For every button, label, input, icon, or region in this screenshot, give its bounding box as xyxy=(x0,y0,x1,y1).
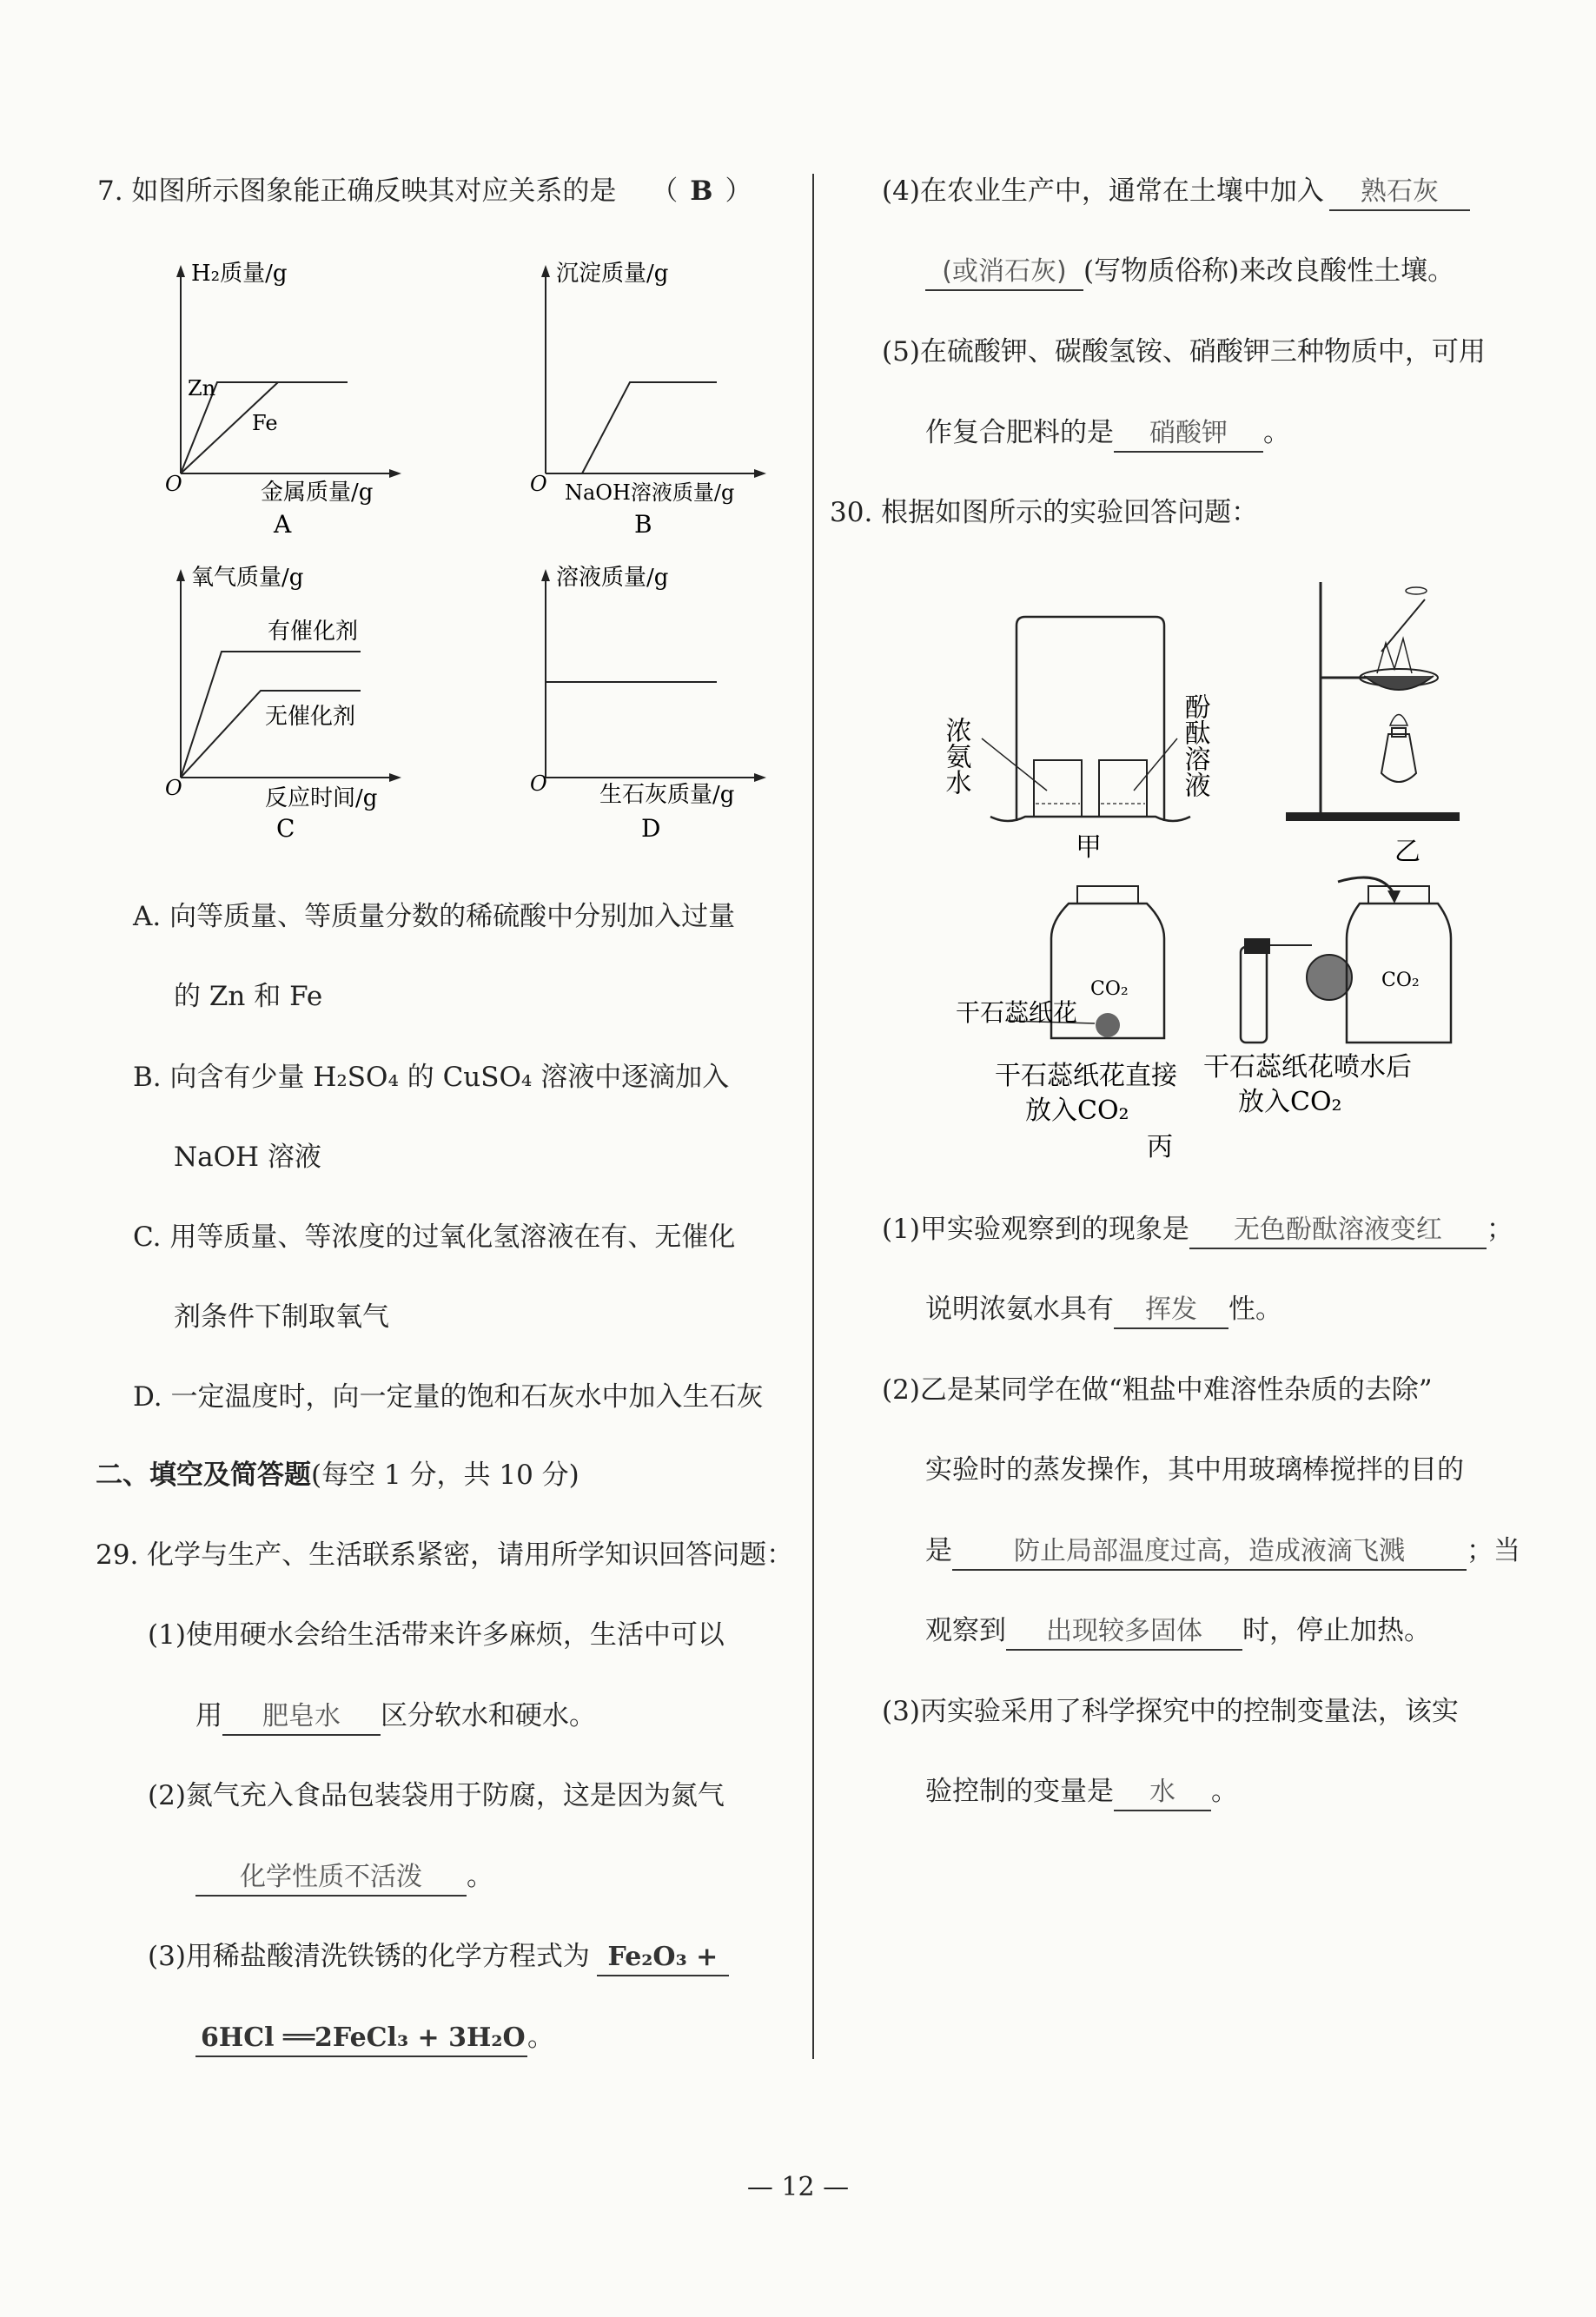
q30-part2-cont: 实验时的蒸发操作，其中用玻璃棒搅拌的目的 xyxy=(925,1454,1464,1486)
q29-part4: (4)在农业生产中，通常在土壤中加入 熟石灰 xyxy=(882,174,1470,211)
graph-d xyxy=(530,560,791,847)
q30-answer-2b: 出现较多固体 xyxy=(1006,1614,1242,1651)
q29-answer-5: 硝酸钾 xyxy=(1114,416,1263,453)
graph-a-curve-fe: Fe xyxy=(252,411,278,435)
graph-d-letter: D xyxy=(641,814,661,843)
svg-text:O: O xyxy=(165,472,182,496)
jia-name: 甲 xyxy=(1076,832,1102,863)
q29-part5: (5)在硫酸钾、碳酸氢铵、硝酸钾三种物质中，可用 xyxy=(882,336,1486,367)
q29-answer-2: 化学性质不活泼 xyxy=(195,1860,467,1897)
graph-d-ylabel: 溶液质量/g xyxy=(556,565,669,591)
q30-part2-cont3: 观察到 出现较多固体 时，停止加热。 xyxy=(925,1613,1431,1651)
svg-text:O: O xyxy=(530,771,547,796)
q30-part2: (2)乙是某同学在做“粗盐中难溶性杂质的去除” xyxy=(882,1374,1433,1406)
graph-b-letter: B xyxy=(634,510,652,539)
q7-option-d: D. 一定温度时，向一定量的饱和石灰水中加入生石灰 xyxy=(133,1381,764,1413)
q30-part1: (1)甲实验观察到的现象是 无色酚酞溶液变红 ； xyxy=(882,1212,1513,1249)
q7-stem: 7. 如图所示图象能正确反映其对应关系的是 （ B ） xyxy=(97,175,752,207)
q29-part3-cont: 6HCl ══2FeCl₃ + 3H₂O。 xyxy=(195,2020,554,2057)
graph-c-curve-no-catalyst: 无催化剂 xyxy=(265,704,356,730)
q30-answer-2a: 防止局部温度过高，造成液滴飞溅 xyxy=(952,1534,1467,1571)
graph-a-letter: A xyxy=(274,510,292,539)
bing-caption-1b: 放入CO₂ xyxy=(1025,1096,1129,1126)
q29-part2: (2)氮气充入食品包装袋用于防腐，这是因为氮气 xyxy=(148,1780,725,1811)
graph-b xyxy=(530,256,791,543)
q30-part3-cont: 验控制的变量是 水 。 xyxy=(925,1774,1238,1811)
graph-c-xlabel: 反应时间/g xyxy=(265,785,378,811)
q29-part1: (1)使用硬水会给生活带来许多麻烦，生活中可以 xyxy=(148,1619,725,1651)
svg-text:O: O xyxy=(165,776,182,800)
q29-part4-cont: (或消石灰) (写物质俗称)来改良酸性土壤。 xyxy=(925,254,1454,291)
bing-name: 丙 xyxy=(1147,1132,1173,1162)
bing-flower-label: 干石蕊纸花 xyxy=(956,998,1078,1027)
graph-b-xlabel: NaOH溶液质量/g xyxy=(565,480,735,505)
q29-part5-cont: 作复合肥料的是 硝酸钾 。 xyxy=(925,415,1290,453)
q29-part1-cont: 用 肥皂水 区分软水和硬水。 xyxy=(195,1698,596,1736)
q30-answer-1b: 挥发 xyxy=(1114,1293,1228,1329)
q29-stem: 29. 化学与生产、生活联系紧密，请用所学知识回答问题： xyxy=(96,1539,794,1571)
graph-a xyxy=(165,256,426,543)
graph-d-xlabel: 生石灰质量/g xyxy=(599,782,735,808)
q30-part2-cont2: 是 防止局部温度过高，造成液滴飞溅 ；当 xyxy=(925,1533,1520,1571)
graph-b-ylabel: 沉淀质量/g xyxy=(556,261,669,287)
bing-co2-right: CO₂ xyxy=(1381,970,1420,991)
section-2-heading: 二、填空及简答题(每空 1 分，共 10 分) xyxy=(96,1460,579,1491)
q7-answer: B xyxy=(690,175,713,207)
q7-option-b-cont: NaOH 溶液 xyxy=(174,1142,321,1173)
q29-answer-1: 肥皂水 xyxy=(222,1699,381,1736)
q29-answer-3a: Fe₂O₃ + xyxy=(597,1940,729,1976)
q7-option-b: B. 向含有少量 H₂SO₄ 的 CuSO₄ 溶液中逐滴加入 xyxy=(133,1062,730,1093)
q7-option-c: C. 用等质量、等浓度的过氧化氢溶液在有、无催化 xyxy=(133,1221,736,1253)
figure-jia xyxy=(938,608,1225,869)
page-number: — 12 — xyxy=(746,2172,850,2202)
q30-part3: (3)丙实验采用了科学探究中的控制变量法，该实 xyxy=(882,1696,1459,1727)
bing-co2-left: CO₂ xyxy=(1090,978,1129,1000)
yi-name: 乙 xyxy=(1394,837,1421,867)
jia-right-label: 酚酞溶液 xyxy=(1179,693,1210,798)
graph-c-letter: C xyxy=(276,814,295,843)
q7-option-a-cont: 的 Zn 和 Fe xyxy=(174,981,323,1012)
jia-left-label: 浓氨水 xyxy=(940,717,971,795)
column-divider xyxy=(812,174,814,2059)
q29-part2-cont: 化学性质不活泼 。 xyxy=(195,1859,493,1897)
q30-answer-1a: 无色酚酞溶液变红 xyxy=(1189,1213,1487,1249)
bing-caption-1a: 干石蕊纸花直接 xyxy=(995,1061,1177,1091)
svg-text:O: O xyxy=(530,472,547,496)
q30-answer-3: 水 xyxy=(1114,1775,1211,1811)
q29-answer-4b: (或消石灰) xyxy=(925,255,1083,291)
graph-a-xlabel: 金属质量/g xyxy=(261,480,374,506)
q29-answer-4a: 熟石灰 xyxy=(1329,175,1470,211)
bing-caption-2b: 放入CO₂ xyxy=(1238,1087,1342,1117)
q29-part3: (3)用稀盐酸清洗铁锈的化学方程式为 Fe₂O₃ + xyxy=(148,1939,729,1976)
q30-stem: 30. 根据如图所示的实验回答问题： xyxy=(830,497,1259,528)
figure-bing xyxy=(956,877,1442,1173)
q7-option-c-cont: 剂条件下制取氧气 xyxy=(174,1301,389,1333)
graph-c-curve-catalyst: 有催化剂 xyxy=(268,619,359,645)
graph-c-ylabel: 氧气质量/g xyxy=(191,565,304,591)
q30-part1-cont: 说明浓氨水具有 挥发 性。 xyxy=(925,1292,1282,1329)
graph-c xyxy=(165,560,452,847)
graph-a-curve-zn: Zn xyxy=(188,376,216,401)
q7-option-a: A. 向等质量、等质量分数的稀硫酸中分别加入过量 xyxy=(133,901,736,932)
bing-caption-2a: 干石蕊纸花喷水后 xyxy=(1203,1052,1412,1082)
figure-yi xyxy=(1286,573,1494,869)
q29-answer-3b: 6HCl ══2FeCl₃ + 3H₂O xyxy=(195,2021,527,2057)
graph-a-ylabel: H₂质量/g xyxy=(191,261,288,287)
